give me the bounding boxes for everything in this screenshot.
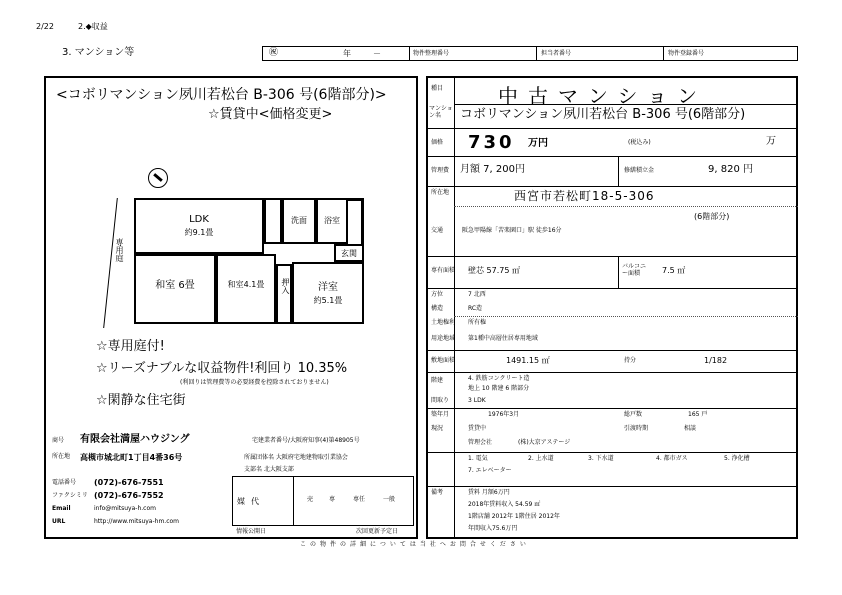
repair-label: 修繕積立金 — [624, 167, 655, 174]
room-washitsu-4: 和室4.1畳 — [216, 254, 276, 324]
building-structure: 4. 鉄筋コンクリート造 — [468, 375, 530, 382]
layout-label: 間取り — [431, 397, 450, 404]
compass-icon — [148, 168, 168, 188]
garden-label: 専用庭 — [115, 238, 124, 262]
site-label: 敷地面積 — [431, 357, 456, 364]
balcony-label: バルコニー面積 — [622, 263, 647, 277]
land-rights: 所有権 — [468, 319, 487, 326]
url-label: URL — [52, 518, 66, 525]
remark-1: 賃料 月額6万円 — [468, 489, 510, 496]
subsection-title: 3. マンション等 — [62, 47, 135, 58]
section-title: 2.◆収益 — [78, 22, 108, 31]
utility-4: 4. 都市ガス — [656, 455, 688, 462]
address-label: 所在地 — [431, 189, 450, 196]
page-number: 2/22 — [36, 22, 54, 31]
status-label: 現況 — [431, 425, 444, 432]
agent-association: 所属団体名 大阪府宅地建物取引業協会 — [244, 454, 348, 461]
structure-label: 構造 — [431, 305, 444, 312]
footer-note: この物件の詳細については当社へお問合せください — [300, 541, 530, 548]
fee-label: 管理費 — [431, 167, 450, 174]
toilet — [264, 198, 282, 244]
agent-address: 高槻市城北町1丁目4番36号 — [80, 453, 183, 462]
private-garden — [103, 198, 138, 328]
phone-number[interactable]: (072)-676-7551 — [94, 478, 164, 487]
publish-date-label: 情報公開日 — [236, 528, 267, 535]
balcony-area: 7.5 ㎡ — [662, 266, 686, 275]
room-washroom: 洗面 — [282, 198, 316, 244]
direction-label: 方位 — [431, 291, 444, 298]
total-units: 165 戸 — [688, 411, 708, 418]
transit-info: 阪急甲陽線「苦楽園口」駅 徒歩16分 — [462, 227, 562, 234]
utility-1: 1. 電気 — [468, 455, 488, 462]
mgmt-label: 管理会社 — [468, 439, 493, 446]
price-unit: 万円 — [528, 138, 548, 149]
feature-3: ☆閑静な住宅街 — [96, 393, 186, 408]
site-area: 1491.15 ㎡ — [506, 356, 550, 365]
deal-type-grid: 媒 代 売 専 専任 一般 — [232, 476, 414, 526]
agent-branch: 支部名 北大阪支部 — [244, 466, 294, 473]
price-value: 730 — [468, 132, 515, 153]
room-bath: 浴室 — [316, 198, 348, 244]
year-label: 年 — [343, 49, 351, 58]
era-mark: ㊗ — [269, 48, 279, 58]
building-name-label: マンション名 — [429, 105, 453, 119]
remark-2: 2018年賃料収入 54.59 ㎡ — [468, 501, 541, 508]
area-label: 専有面積 — [431, 267, 456, 274]
property-details — [426, 76, 798, 539]
handover-label: 引渡時期 — [624, 425, 649, 432]
dash: － — [373, 49, 381, 58]
floor-plan — [96, 168, 386, 328]
repair-fund: 9, 820 円 — [708, 164, 753, 175]
units-label: 総戸数 — [624, 411, 643, 418]
agent-license: 宅建業者番号/大阪府知事(4)第48905号 — [252, 437, 360, 444]
phone-label: 電話番号 — [52, 479, 77, 486]
record-cell-2: 担当者番号 — [541, 50, 572, 57]
email-label: Email — [52, 505, 71, 512]
utility-3: 3. 下水道 — [588, 455, 614, 462]
fax-label: ファクシミリ — [52, 492, 88, 499]
handover-timing: 相談 — [684, 425, 697, 432]
type-label: 種目 — [431, 85, 444, 92]
agent-name-label: 商号 — [52, 437, 65, 444]
management-company: (株)大京アステージ — [518, 439, 571, 446]
rights-label: 土地権利 — [431, 319, 456, 326]
remark-3: 1階店舗 2012年 1階住居 2012年 — [468, 513, 560, 520]
built-label: 築年月 — [431, 411, 450, 418]
room-washitsu-6: 和室 6畳 — [134, 254, 216, 324]
next-update-label: 次回更新予定日 — [356, 528, 399, 535]
built-date: 1976年3月 — [488, 411, 520, 418]
floors-label: 階建 — [431, 377, 444, 384]
record-cell-1: 物件整理番号 — [413, 50, 450, 57]
floor-note: (6階部分) — [694, 212, 730, 221]
management-fee: 月額 7, 200円 — [460, 164, 525, 175]
remarks-label: 備考 — [431, 489, 444, 496]
record-bar — [262, 46, 798, 61]
building-name: コボリマンション夙川若松台 B-306 号(6階部分) — [460, 107, 746, 122]
listing-tagline: ☆賃貸中<価格変更> — [208, 107, 333, 122]
utility-2: 2. 上水道 — [528, 455, 554, 462]
email-address[interactable]: info@mitsuya-h.com — [94, 505, 156, 512]
property-address: 西宮市若松町18-5-306 — [514, 189, 655, 203]
room-ldk: LDK 約9.1畳 — [134, 198, 264, 254]
listing-panel — [44, 76, 418, 539]
closet: 押入 — [276, 264, 292, 324]
room-entrance: 玄関 — [334, 244, 364, 262]
room-layout: 3 LDK — [468, 397, 486, 404]
record-cell-3: 物件登録番号 — [668, 50, 705, 57]
direction: 7 北西 — [468, 291, 486, 298]
listing-title: <コボリマンション夙川若松台 B-306 号(6階部分)> — [56, 87, 387, 103]
transit-label: 交通 — [431, 227, 444, 234]
agent-name: 有限会社満屋ハウジング — [80, 434, 190, 445]
feature-1: ☆専用庭付! — [96, 339, 165, 354]
floor-area: 壁芯 57.75 ㎡ — [468, 266, 520, 275]
property-type: 中古マンション — [498, 84, 708, 108]
url-link[interactable]: http://www.mitsuya-hm.com — [94, 518, 180, 525]
share-ratio: 1/182 — [704, 356, 728, 365]
price-label: 価格 — [431, 139, 444, 146]
utility-5: 5. 浄化槽 — [724, 455, 750, 462]
utility-elevator: 7. エレベーター — [468, 467, 512, 474]
tax-unit: 万 — [766, 136, 776, 147]
room-western: 洋室 約5.1畳 — [292, 262, 364, 324]
zoning: 第1種中高層住居専用地域 — [468, 335, 538, 342]
agent-address-label: 所在地 — [52, 453, 71, 460]
tax-label: (税込み) — [628, 139, 651, 146]
fax-number: (072)-676-7552 — [94, 491, 164, 500]
feature-note: (利回りは管理費等の必要経費を控除されておりません) — [180, 379, 329, 386]
current-status: 賃貸中 — [468, 425, 487, 432]
use-label: 用途地域 — [431, 335, 456, 342]
remark-4: 年間収入75.6万円 — [468, 525, 518, 532]
structure: RC造 — [468, 305, 483, 312]
share-label: 持分 — [624, 357, 637, 364]
feature-2: ☆リーズナブルな収益物件!利回り 10.35% — [96, 361, 348, 376]
building-floors: 地上 10 階建 6 階部分 — [468, 385, 530, 392]
